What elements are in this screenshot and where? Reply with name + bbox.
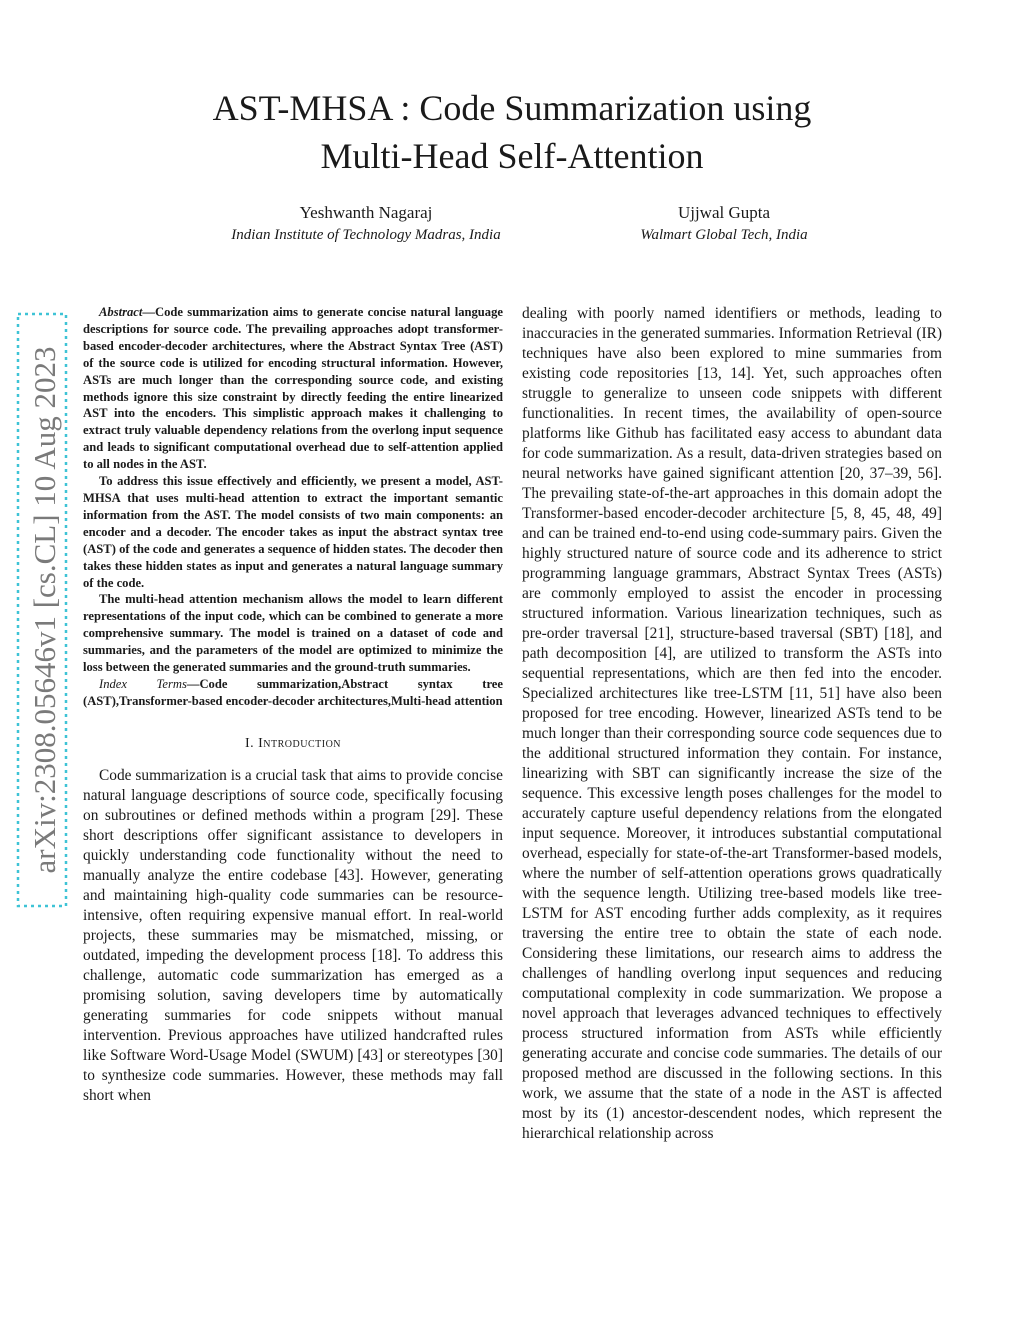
left-column — [83, 304, 503, 1106]
abstract-label: Abstract — [99, 305, 143, 319]
author-affiliation: Indian Institute of Technology Madras, India — [231, 227, 501, 243]
arxiv-identifier: arXiv:2308.05646v1 [cs.CL] 10 Aug 2023 — [27, 346, 62, 874]
author-block — [156, 202, 576, 246]
paper-title: AST-MHSA : Code Summarization using Multi-Head Self-Attention — [212, 88, 812, 176]
introduction-paragraph: Code summarization is a crucial task that aims to provide concise natural language descriptions of source code, specifically focusing on subroutines or defined methods within a program [29]. These short descriptions offer significant assistance to developers in quickly understanding code functionality without the need to manually analyze the entire codebase [43]. However, generating and maintaining high-quality code summaries can be resource-intensive, often requiring expensive manual effort. In real-world projects, these summaries may be mismatched, missing, or outdated, impeding the development process [18]. To address this challenge, automatic code summarization has emerged as a promising solution, saving developers time by automatically generating summaries for code snippets without manual intervention. Previous approaches have utilized handcrafted rules like Software Word-Usage Model (SWUM) [43] or stereotypes [30] to synthesize code summaries. However, these methods may fall short when — [83, 766, 503, 1104]
abstract — [83, 304, 503, 676]
arxiv-stamp-graphic — [14, 310, 70, 910]
abstract-paragraph: Abstract—Code summarization aims to generate concise natural language descriptions for source code. The prevailing approaches adopt transformer-based encoder-decoder architectures, where the Abstract Syntax Tree (AST) of the source code is utilized for encoding structural information. However, ASTs are much longer than the corresponding source code, and existing methods ignore this size constraint by directly feeding the entire linearized AST into the encoders. This simplistic approach makes it challenging to extract truly valuable dependency relations from the overlong input sequence and leads to significant computational overhead due to self-attention applied to all nodes in the AST. — [83, 305, 503, 472]
author-block — [514, 202, 934, 246]
index-terms: Index Terms—Code summarization,Abstract syntax tree (AST),Transformer-based encoder-decoder architectures,Multi-head attention — [83, 676, 503, 708]
author-name: Ujjwal Gupta — [677, 203, 771, 222]
abstract-paragraph: The multi-head attention mechanism allows the model to learn different representations of the input code, which can be combined to generate a more comprehensive summary. The model is trained on a dataset of code and summaries, and the parameters of the model are optimized to minimize the loss between the generated summaries and the ground-truth summaries. — [83, 592, 503, 675]
abstract-paragraph: To address this issue effectively and efficiently, we present a model, AST-MHSA that uses multi-head attention to extract the important semantic information from the AST. The model consists of two main components: an encoder and a decoder. The encoder takes as input the abstract syntax tree (AST) of the code and generates a sequence of hidden states. The decoder then takes these hidden states as input and generates a natural language summary of the code. — [83, 474, 503, 590]
introduction-paragraph-continued: dealing with poorly named identifiers or methods, leading to inaccuracies in the generated summaries. Information Retrieval (IR) techniques have also been explored to mine summaries from existing code repositories [13, 14]. Yet, such approaches often struggle to generalize to unseen code snippets with different functionalities. In recent times, the availability of open-source platforms like Github has facilitated easy access to abundant data for code summarization. As a result, data-driven strategies based on neural networks have gained significant attention [20, 37–39, 56]. The prevailing state-of-the-art approaches in this domain adopt the Transformer-based encoder-decoder architecture [5, 8, 45, 48, 49] and can be trained end-to-end using code-summary pairs. Given the highly structured nature of source code and its adherence to strict programming language grammars, Abstract Syntax Trees (ASTs) are commonly employed to assist the encoder in processing structured information. Various linearization techniques, such as pre-order traversal [21], structure-based traversal (SBT) [18], and path decomposition [4], are utilized to transform the ASTs into sequential representations, which are then fed into the encoder. Specialized architectures like tree-LSTM [11, 51] have also been proposed for tree encoding. However, linearized ASTs tend to be much longer than their corresponding source code sequences due to the additional structured information they contain. For instance, linearizing with SBT can significantly increase the size of the sequence. This excessive length poses challenges for the model to accurately capture useful dependency relations from the elongated input sequence. Moreover, it introduces substantial computational overhead, especially for state-of-the-art Transformer-based models, where the number of self-attention operations grows quadratically with the sequence length. Utilizing tree-based models like tree-LSTM for AST encoding further adds complexity, as it requires traversing the entire tree to obtain the state of each node. Considering these limitations, our research aims to address the challenges of handling overlong input sequences and reducing computational complexity in code summarization. We propose a novel approach that leverages advanced techniques to effectively process structured information from ASTs while efficiently generating accurate and concise code summaries. The details of our proposed method are discussed in the following sections. In this work, we assume that the state of a node in the AST is affected most by its (1) ancestor-descendent nodes, which represent the hierarchical relationship across — [522, 305, 942, 1142]
index-terms-label: Index Terms — [99, 676, 187, 691]
arxiv-stamp — [14, 310, 70, 910]
section-heading: I. Introduction — [244, 735, 342, 751]
author-name: Yeshwanth Nagaraj — [299, 203, 433, 222]
author-affiliation: Walmart Global Tech, India — [640, 227, 808, 243]
right-column — [522, 304, 942, 1144]
